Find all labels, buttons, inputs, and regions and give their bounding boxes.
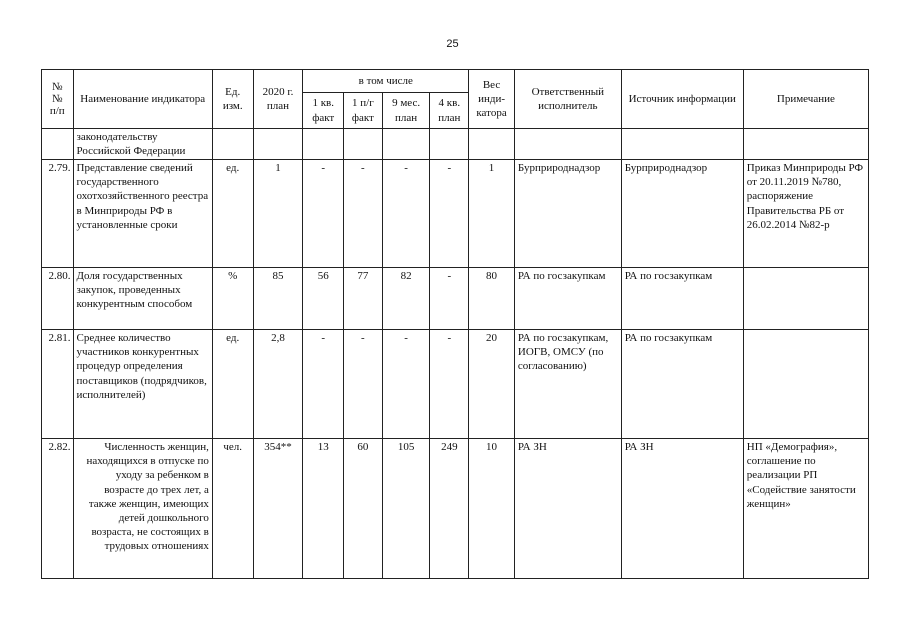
cell-source (621, 129, 743, 160)
cell-num (42, 129, 74, 160)
cell-weight: 80 (469, 268, 515, 330)
cell-num: 2.79. (42, 160, 74, 268)
header-name: Наименование индикатора (73, 70, 212, 129)
header-responsible: Ответственный исполнитель (514, 70, 621, 129)
cell-q4 (430, 129, 469, 160)
cell-m9: 82 (382, 268, 430, 330)
cell-note: Приказ Минприроды РФ от 20.11.2019 №780, распоряжение Правительства РБ от 26.02.2014 №82-р (743, 160, 868, 268)
table-row (42, 439, 869, 579)
cell-name: законодательству Российской Федерации (73, 129, 212, 160)
header-h1: 1 п/г факт (344, 93, 383, 129)
page-number: 25 (446, 38, 459, 50)
cell-unit: чел. (212, 439, 253, 579)
header-weight: Вес инди-катора (469, 70, 515, 129)
cell-q1: 56 (303, 268, 344, 330)
header-num: № № п/п (42, 70, 74, 129)
cell-q1: - (303, 160, 344, 268)
cell-plan: 1 (253, 160, 303, 268)
table-row (42, 160, 869, 268)
cell-responsible (514, 129, 621, 160)
cell-q1: 13 (303, 439, 344, 579)
cell-q1 (303, 129, 344, 160)
cell-q1: - (303, 330, 344, 439)
cell-num: 2.80. (42, 268, 74, 330)
cell-responsible: РА по госзакупкам (514, 268, 621, 330)
cell-note: НП «Демография», соглашение по реализации РП «Содействие занятости женщин» (743, 439, 868, 579)
cell-h1: 77 (344, 268, 383, 330)
cell-m9: - (382, 330, 430, 439)
cell-source: РА ЗН (621, 439, 743, 579)
cell-plan: 2,8 (253, 330, 303, 439)
cell-plan: 85 (253, 268, 303, 330)
indicators-table (41, 69, 869, 579)
cell-name: Представление сведений государственного охотхозяйственного реестра в Минприроды РФ в установленные сроки (73, 160, 212, 268)
header-source: Источник информации (621, 70, 743, 129)
cell-h1: 60 (344, 439, 383, 579)
cell-note (743, 129, 868, 160)
cell-q4: - (430, 160, 469, 268)
cell-weight: 20 (469, 330, 515, 439)
cell-weight: 10 (469, 439, 515, 579)
table-row (42, 129, 869, 160)
cell-unit (212, 129, 253, 160)
cell-m9: - (382, 160, 430, 268)
cell-name: Среднее количество участников конкурентных процедур определения поставщиков (подрядчиков, исполнителей) (73, 330, 212, 439)
cell-q4: 249 (430, 439, 469, 579)
cell-plan: 354** (253, 439, 303, 579)
cell-unit: ед. (212, 160, 253, 268)
header-q4: 4 кв. план (430, 93, 469, 129)
cell-name: Численность женщин, находящихся в отпуске по уходу за ребенком в возрасте до трех лет, а также женщин, имеющих детей дошкольного возраста, не состоящих в трудовых отношениях (73, 439, 212, 579)
cell-responsible: РА ЗН (514, 439, 621, 579)
cell-h1 (344, 129, 383, 160)
cell-q4: - (430, 330, 469, 439)
header-unit: Ед. изм. (212, 70, 253, 129)
table-row (42, 268, 869, 330)
cell-note (743, 268, 868, 330)
header-q1: 1 кв. факт (303, 93, 344, 129)
cell-h1: - (344, 160, 383, 268)
cell-plan (253, 129, 303, 160)
cell-m9: 105 (382, 439, 430, 579)
cell-h1: - (344, 330, 383, 439)
cell-unit: ед. (212, 330, 253, 439)
header-plan2020: 2020 г. план (253, 70, 303, 129)
cell-weight (469, 129, 515, 160)
cell-unit: % (212, 268, 253, 330)
cell-responsible: Бурприроднадзор (514, 160, 621, 268)
table-row (42, 330, 869, 439)
cell-name: Доля государственных закупок, проведенных конкурентным способом (73, 268, 212, 330)
header-m9: 9 мес. план (382, 93, 430, 129)
cell-source: Бурприроднадзор (621, 160, 743, 268)
cell-responsible: РА по госзакупкам, ИОГВ, ОМСУ (по согласованию) (514, 330, 621, 439)
cell-weight: 1 (469, 160, 515, 268)
cell-source: РА по госзакупкам (621, 268, 743, 330)
cell-q4: - (430, 268, 469, 330)
cell-num: 2.82. (42, 439, 74, 579)
cell-num: 2.81. (42, 330, 74, 439)
header-note: Примечание (743, 70, 868, 129)
cell-m9 (382, 129, 430, 160)
cell-note (743, 330, 868, 439)
header-including: в том числе (303, 70, 469, 93)
cell-source: РА по госзакупкам (621, 330, 743, 439)
